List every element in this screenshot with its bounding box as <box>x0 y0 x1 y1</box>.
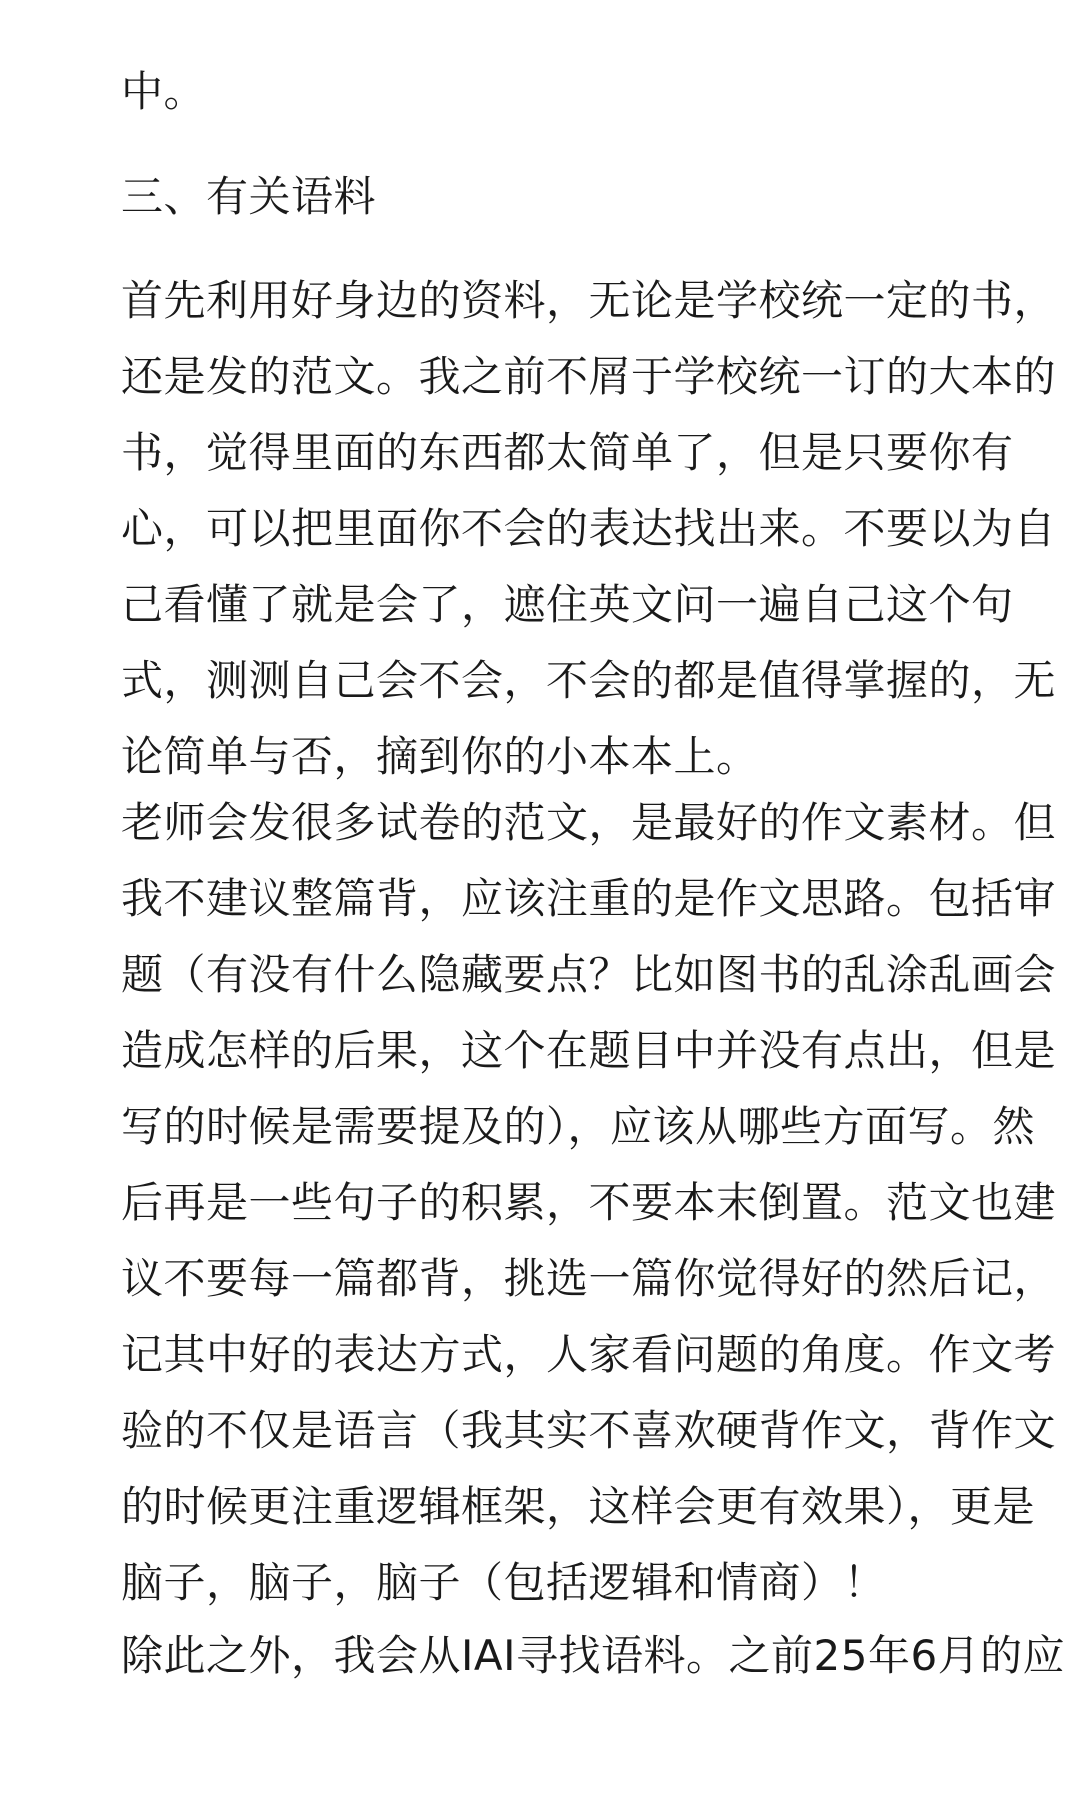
text-line: 我不建议整篇背，应该注重的是作文思路。包括审 <box>121 874 1057 923</box>
text-line: 己看懂了就是会了，遮住英文问一遍自己这个句 <box>121 580 1014 629</box>
paragraph-other-sources <box>121 1618 1066 1694</box>
heading-text: 三、有关语料 <box>121 172 377 221</box>
text-line: 老师会发很多试卷的范文，是最好的作文素材。但 <box>121 798 1057 847</box>
text-line: 后再是一些句子的积累，不要本末倒置。范文也建 <box>121 1178 1057 1227</box>
paragraph-model-essays <box>121 785 1057 1621</box>
paragraph-materials <box>121 263 1057 795</box>
text-line: 中。 <box>121 67 207 116</box>
text-line: 写的时候是需要提及的），应该从哪些方面写。然 <box>121 1102 1036 1151</box>
text-line: 议不要每一篇都背，挑选一篇你觉得好的然后记， <box>121 1254 1057 1303</box>
text-line: 脑子，脑子，脑子（包括逻辑和情商）！ <box>121 1558 887 1607</box>
text-line: 还是发的范文。我之前不屑于学校统一订的大本的 <box>121 352 1057 401</box>
text-line: 心，可以把里面你不会的表达找出来。不要以为自 <box>121 504 1057 553</box>
text-line: 造成怎样的后果，这个在题目中并没有点出，但是 <box>121 1026 1057 1075</box>
text-line: 除此之外，我会从IAI寻找语料。之前25年6月的应 <box>121 1631 1066 1680</box>
text-line: 题（有没有什么隐藏要点？比如图书的乱涂乱画会 <box>121 950 1057 999</box>
text-line: 首先利用好身边的资料，无论是学校统一定的书， <box>121 276 1057 325</box>
text-line: 的时候更注重逻辑框架，这样会更有效果），更是 <box>121 1482 1036 1531</box>
text-line: 记其中好的表达方式，人家看问题的角度。作文考 <box>121 1330 1057 1379</box>
text-line: 验的不仅是语言（我其实不喜欢硬背作文，背作文 <box>121 1406 1057 1455</box>
text-line: 式，测测自己会不会，不会的都是值得掌握的，无 <box>121 656 1057 705</box>
section-heading <box>121 159 1021 235</box>
paragraph-tail <box>121 54 1021 130</box>
text-line: 论简单与否，摘到你的小本本上。 <box>121 732 759 781</box>
text-line: 书，觉得里面的东西都太简单了，但是只要你有 <box>121 428 1014 477</box>
